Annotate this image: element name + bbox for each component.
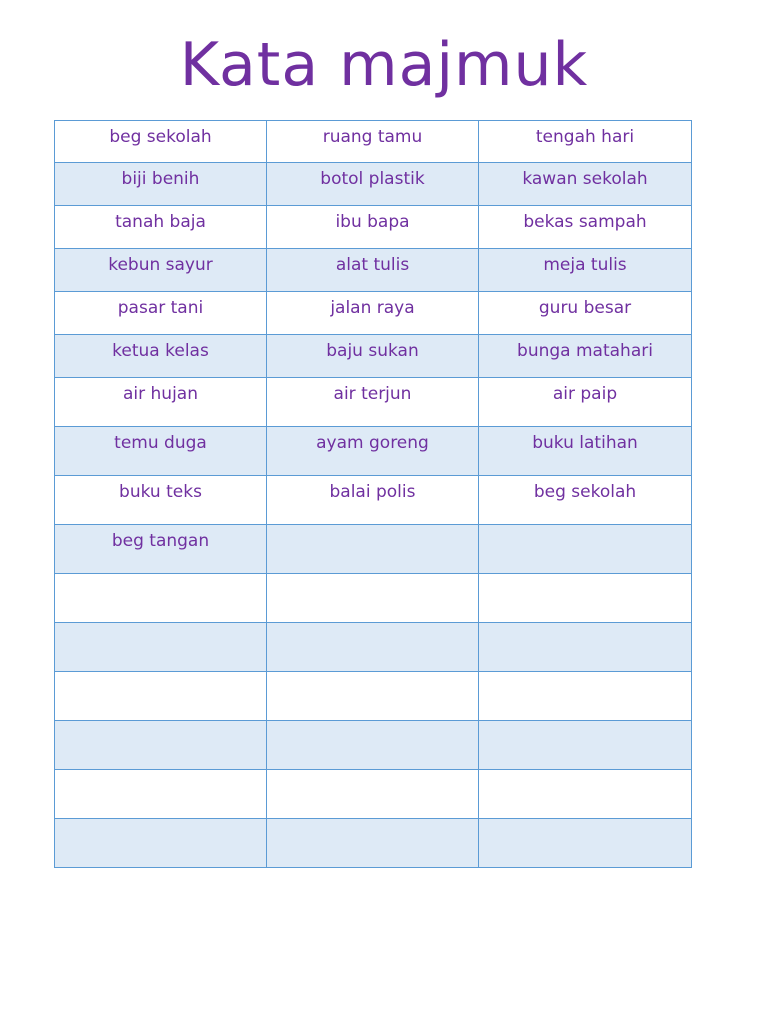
table-cell (267, 770, 479, 819)
table-cell: kebun sayur (55, 249, 267, 292)
table-cell (267, 525, 479, 574)
table-cell: guru besar (479, 292, 692, 335)
table-cell: air hujan (55, 378, 267, 427)
table-cell: ayam goreng (267, 427, 479, 476)
table-cell (479, 623, 692, 672)
table-cell (267, 721, 479, 770)
table-cell: beg sekolah (55, 121, 267, 163)
table-cell (479, 574, 692, 623)
table-cell (479, 721, 692, 770)
table-row (55, 476, 692, 525)
table-row (55, 335, 692, 378)
table-cell: ibu bapa (267, 206, 479, 249)
table-cell: ruang tamu (267, 121, 479, 163)
table-row (55, 163, 692, 206)
table-cell (267, 672, 479, 721)
table-cell: pasar tani (55, 292, 267, 335)
table-cell: beg tangan (55, 525, 267, 574)
table-cell: baju sukan (267, 335, 479, 378)
table-cell: temu duga (55, 427, 267, 476)
table-cell: ketua kelas (55, 335, 267, 378)
table-cell: balai polis (267, 476, 479, 525)
table-cell (267, 574, 479, 623)
table-cell: biji benih (55, 163, 267, 206)
table-row (55, 121, 692, 163)
table-row (55, 292, 692, 335)
table-cell: bunga matahari (479, 335, 692, 378)
table-row (55, 770, 692, 819)
table-row (55, 574, 692, 623)
table-cell: beg sekolah (479, 476, 692, 525)
table-cell: kawan sekolah (479, 163, 692, 206)
table-row (55, 378, 692, 427)
table-cell: bekas sampah (479, 206, 692, 249)
table-cell (479, 819, 692, 868)
table-cell (55, 721, 267, 770)
table-row (55, 672, 692, 721)
table-cell: buku latihan (479, 427, 692, 476)
table-cell: botol plastik (267, 163, 479, 206)
table-cell (55, 672, 267, 721)
table-cell: air paip (479, 378, 692, 427)
table-row (55, 206, 692, 249)
table-row (55, 819, 692, 868)
table-cell: alat tulis (267, 249, 479, 292)
table-cell (479, 672, 692, 721)
compound-words-table (54, 120, 692, 868)
table-cell (267, 623, 479, 672)
table-cell (55, 623, 267, 672)
table-cell (479, 525, 692, 574)
table-cell (55, 819, 267, 868)
table-cell (55, 770, 267, 819)
table-cell: meja tulis (479, 249, 692, 292)
table-cell: jalan raya (267, 292, 479, 335)
table-row (55, 427, 692, 476)
table-row (55, 623, 692, 672)
table-cell: air terjun (267, 378, 479, 427)
table-cell (55, 574, 267, 623)
table-row (55, 249, 692, 292)
table-row (55, 721, 692, 770)
table-row (55, 525, 692, 574)
table-cell: tanah baja (55, 206, 267, 249)
table-cell (267, 819, 479, 868)
table-cell: tengah hari (479, 121, 692, 163)
table-cell (479, 770, 692, 819)
page-title: Kata majmuk (179, 30, 589, 100)
table-cell: buku teks (55, 476, 267, 525)
